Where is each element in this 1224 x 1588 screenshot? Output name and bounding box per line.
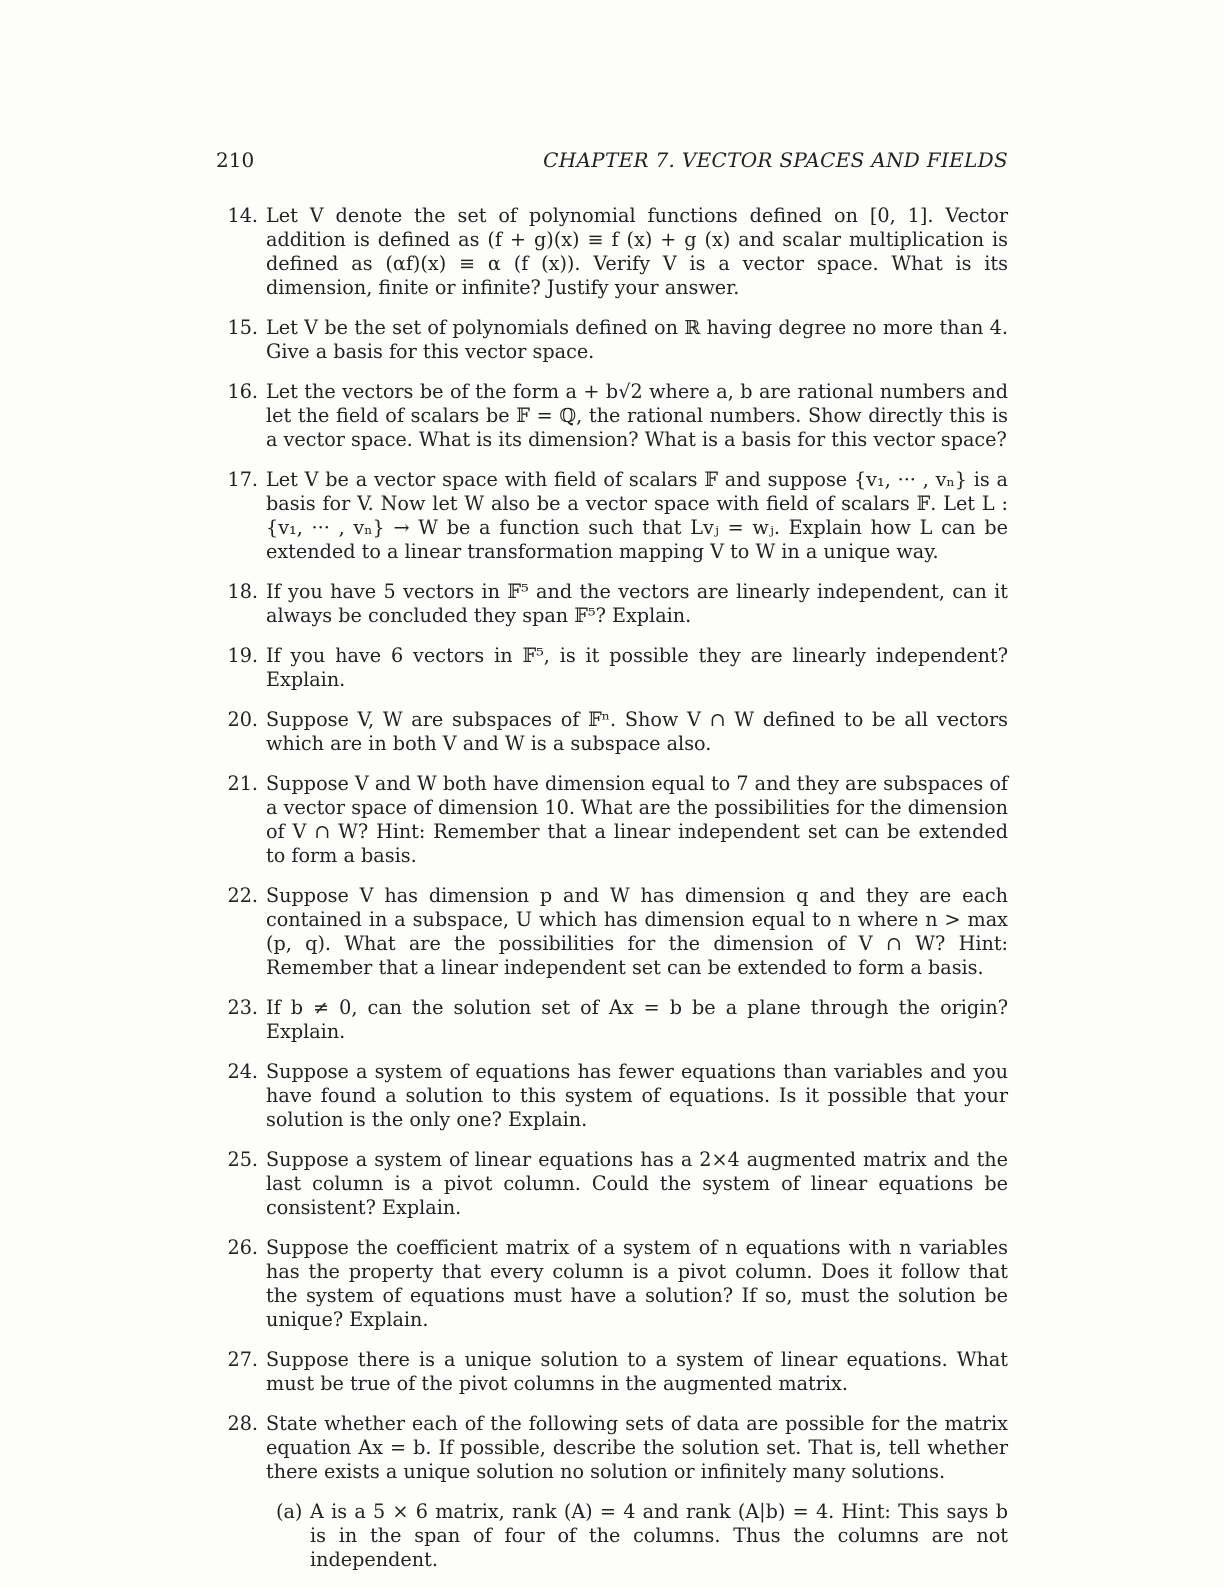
page-number: 210	[216, 148, 255, 172]
exercise-number: 16.	[227, 380, 258, 403]
running-head: CHAPTER 7. VECTOR SPACES AND FIELDS	[543, 148, 1008, 172]
exercise-number: 26.	[227, 1236, 258, 1259]
exercise-number: 19.	[227, 644, 258, 667]
exercise-25	[216, 1148, 1008, 1220]
exercise-text: If you have 5 vectors in 𝔽⁵ and the vectors are linearly independent, can it always be concluded they span 𝔽⁵? Explain.	[266, 580, 1008, 627]
exercise-18	[216, 580, 1008, 628]
exercise-number: 15.	[227, 316, 258, 339]
exercise-27	[216, 1348, 1008, 1396]
exercise-text: If you have 6 vectors in 𝔽⁵, is it possible they are linearly independent? Explain.	[266, 644, 1008, 691]
exercise-28-part-a	[266, 1500, 1008, 1572]
exercise-21	[216, 772, 1008, 868]
exercise-number: 25.	[227, 1148, 258, 1171]
exercise-text: Suppose V and W both have dimension equal to 7 and they are subspaces of a vector space of dimension 10. What are the possibilities for the dimension of V ∩ W? Hint: Remember that a linear independent set can be extended to form a basis.	[266, 772, 1008, 867]
page-header	[216, 148, 1008, 172]
exercise-22	[216, 884, 1008, 980]
exercise-number: 18.	[227, 580, 258, 603]
exercise-23	[216, 996, 1008, 1044]
exercise-number: 27.	[227, 1348, 258, 1371]
exercise-text: Suppose a system of linear equations has a 2×4 augmented matrix and the last column is a pivot column. Could the system of linear equations be consistent? Explain.	[266, 1148, 1008, 1219]
exercise-number: 20.	[227, 708, 258, 731]
exercise-number: 22.	[227, 884, 258, 907]
exercise-20	[216, 708, 1008, 756]
part-label: (a)	[276, 1500, 303, 1523]
exercise-number: 21.	[227, 772, 258, 795]
exercise-14	[216, 204, 1008, 300]
exercise-16	[216, 380, 1008, 452]
exercise-number: 23.	[227, 996, 258, 1019]
exercise-text: If b ≠ 0, can the solution set of Ax = b be a plane through the origin? Explain.	[266, 996, 1008, 1043]
exercise-text: Suppose there is a unique solution to a system of linear equations. What must be true of the pivot columns in the augmented matrix.	[266, 1348, 1008, 1395]
exercise-number: 28.	[227, 1412, 258, 1435]
exercise-text: Let V denote the set of polynomial functions defined on [0, 1]. Vector addition is defined as (f + g)(x) ≡ f (x) + g (x) and scalar multiplication is defined as (αf)(x) ≡ α (f (x)). Verify V is a vector space. What is its dimension, finite or infinite? Justify your answer.	[266, 204, 1008, 299]
exercise-text: Let V be the set of polynomials defined on ℝ having degree no more than 4. Give a basis for this vector space.	[266, 316, 1008, 363]
exercise-19	[216, 644, 1008, 692]
exercise-text: Suppose a system of equations has fewer equations than variables and you have found a solution to this system of equations. Is it possible that your solution is the only one? Explain.	[266, 1060, 1008, 1131]
exercise-15	[216, 316, 1008, 364]
exercise-list	[216, 204, 1008, 1588]
exercise-26	[216, 1236, 1008, 1332]
exercise-number: 24.	[227, 1060, 258, 1083]
exercise-text: State whether each of the following sets of data are possible for the matrix equation Ax = b. If possible, describe the solution set. That is, tell whether there exists a unique solution no solution or infinitely many solutions.	[266, 1412, 1008, 1483]
part-text: A is a 5 × 6 matrix, rank (A) = 4 and rank (A|b) = 4. Hint: This says b is in the span of four of the columns. Thus the columns are not independent.	[310, 1500, 1008, 1571]
exercise-text: Let V be a vector space with field of scalars 𝔽 and suppose {v₁, ··· , vₙ} is a basis for V. Now let W also be a vector space with field of scalars 𝔽. Let L : {v₁, ··· , vₙ} → W be a function such that Lvⱼ = wⱼ. Explain how L can be extended to a linear transformation mapping V to W in a unique way.	[266, 468, 1008, 563]
exercise-28	[216, 1412, 1008, 1572]
exercise-text: Suppose V has dimension p and W has dimension q and they are each contained in a subspace, U which has dimension equal to n where n > max (p, q). What are the possibilities for the dimension of V ∩ W? Hint: Remember that a linear independent set can be extended to form a basis.	[266, 884, 1008, 979]
exercise-text: Let the vectors be of the form a + b√2 where a, b are rational numbers and let the field of scalars be 𝔽 = ℚ, the rational numbers. Show directly this is a vector space. What is its dimension? What is a basis for this vector space?	[266, 380, 1008, 451]
exercise-24	[216, 1060, 1008, 1132]
exercise-number: 14.	[227, 204, 258, 227]
exercise-17	[216, 468, 1008, 564]
exercise-number: 17.	[227, 468, 258, 491]
exercise-text: Suppose V, W are subspaces of 𝔽ⁿ. Show V ∩ W defined to be all vectors which are in both V and W is a subspace also.	[266, 708, 1008, 755]
exercise-text: Suppose the coefficient matrix of a system of n equations with n variables has the property that every column is a pivot column. Does it follow that the system of equations must have a solution? If so, must the solution be unique? Explain.	[266, 1236, 1008, 1331]
